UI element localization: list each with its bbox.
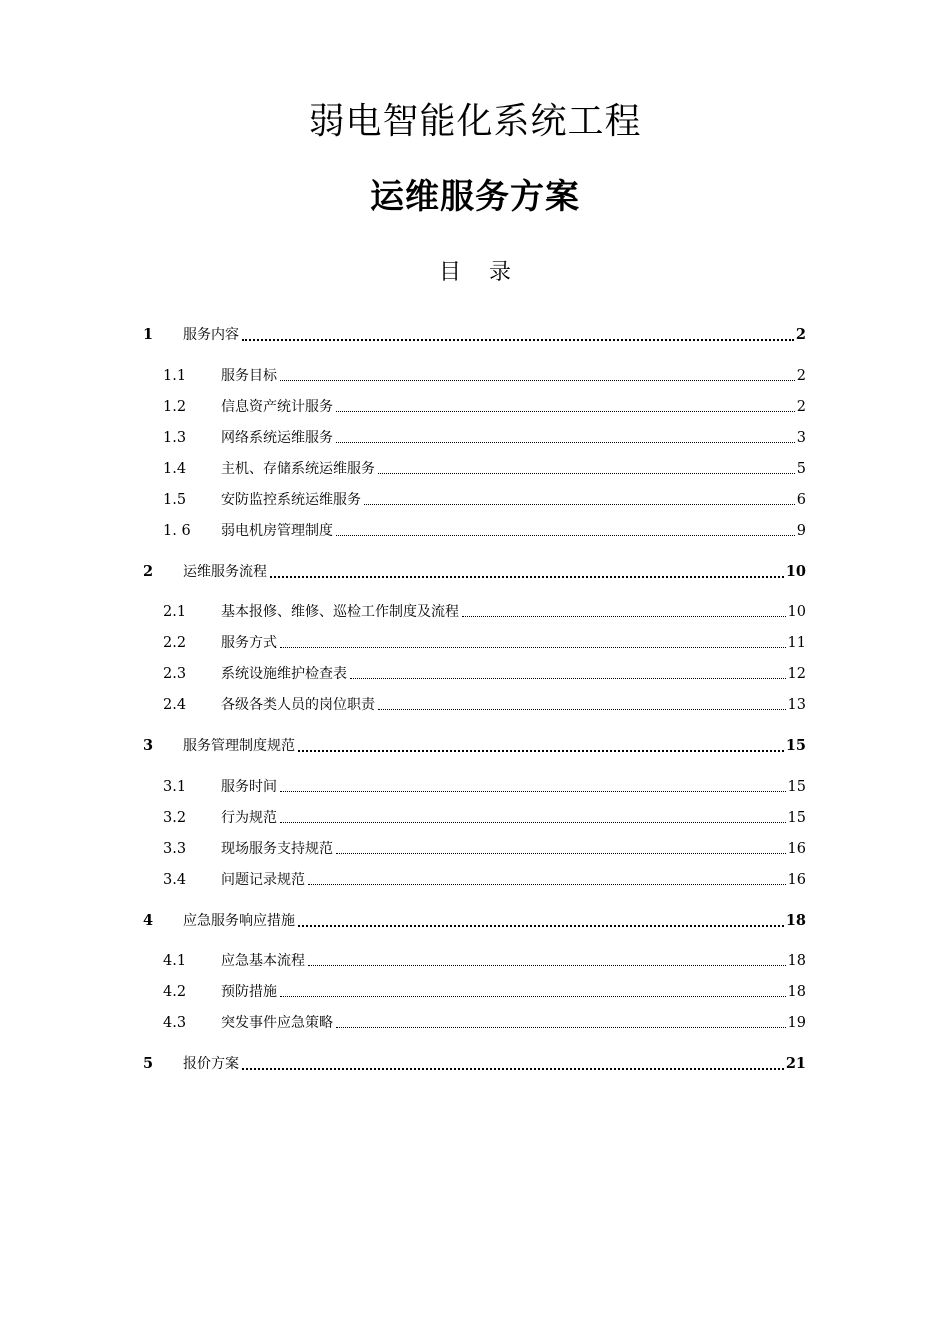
- toc-entry-page: 10: [785, 563, 806, 580]
- toc-entry-number: 2.3: [163, 666, 187, 682]
- toc-entry-page: 18: [787, 953, 806, 969]
- toc-entry[interactable]: [0, 735, 950, 757]
- toc-entry-number: 2.2: [163, 635, 187, 651]
- toc-entry[interactable]: [0, 776, 950, 798]
- toc-leader-dots: [308, 965, 786, 966]
- toc-entry-page: 15: [787, 779, 806, 795]
- toc-leader-dots: [336, 853, 786, 854]
- toc-leader-dots: [336, 442, 795, 443]
- toc-leader-dots: [242, 1068, 784, 1070]
- toc-entry-page: 19: [787, 1015, 806, 1031]
- toc-entry-page: 18: [785, 912, 806, 929]
- toc-entry-number: 4.1: [163, 953, 187, 969]
- toc-entry[interactable]: [0, 365, 950, 387]
- toc-entry-number: 1.4: [163, 461, 187, 477]
- toc-entry-number: 4.3: [163, 1015, 187, 1031]
- toc-entry-number: 4: [143, 912, 154, 929]
- toc-entry-title: 问题记录规范: [221, 872, 305, 888]
- toc-entry-title: 应急基本流程: [221, 953, 305, 969]
- toc-leader-dots: [280, 791, 786, 792]
- toc-entry-title: 弱电机房管理制度: [221, 523, 333, 539]
- toc-entry-title: 报价方案: [183, 1056, 239, 1072]
- toc-entry-title: 安防监控系统运维服务: [221, 492, 361, 508]
- toc-entry[interactable]: [0, 663, 950, 685]
- document-title: 弱电智能化系统工程: [308, 101, 642, 142]
- toc-entry-title: 服务方式: [221, 635, 277, 651]
- toc-entry-title: 信息资产统计服务: [221, 399, 333, 415]
- toc-entry-number: 2.1: [163, 604, 187, 620]
- toc-leader-dots: [280, 647, 786, 648]
- toc-leader-dots: [298, 750, 784, 752]
- toc-entry-page: 18: [787, 984, 806, 1000]
- toc-entry-number: 1. 6: [163, 523, 191, 539]
- toc-leader-dots: [364, 504, 795, 505]
- toc-heading: 目录: [438, 260, 539, 285]
- toc-entry-page: 11: [787, 635, 806, 651]
- toc-leader-dots: [308, 884, 786, 885]
- toc-leader-dots: [242, 339, 794, 341]
- toc-entry[interactable]: [0, 520, 950, 542]
- toc-entry-page: 21: [785, 1055, 806, 1072]
- toc-entry-number: 2: [143, 563, 154, 580]
- toc-entry[interactable]: [0, 981, 950, 1003]
- toc-entry[interactable]: [0, 632, 950, 654]
- toc-entry[interactable]: [0, 1053, 950, 1075]
- toc-entry-page: 15: [787, 810, 806, 826]
- toc-entry-number: 1.3: [163, 430, 187, 446]
- toc-leader-dots: [280, 380, 795, 381]
- toc-leader-dots: [280, 822, 786, 823]
- document-subtitle: 运维服务方案: [370, 177, 580, 217]
- toc-entry-number: 1.2: [163, 399, 187, 415]
- toc-entry-title: 服务目标: [221, 368, 277, 384]
- toc-entry-page: 2: [795, 326, 806, 343]
- toc-entry-number: 4.2: [163, 984, 187, 1000]
- toc-leader-dots: [280, 996, 786, 997]
- toc-entry-page: 10: [787, 604, 806, 620]
- toc-leader-dots: [378, 473, 795, 474]
- toc-entry-title: 服务管理制度规范: [183, 738, 295, 754]
- toc-entry-title: 系统设施维护检查表: [221, 666, 347, 682]
- toc-leader-dots: [336, 535, 795, 536]
- toc-entry[interactable]: [0, 458, 950, 480]
- toc-entry-title: 突发事件应急策略: [221, 1015, 333, 1031]
- toc-entry[interactable]: [0, 601, 950, 623]
- toc-entry-number: 3.1: [163, 779, 187, 795]
- toc-leader-dots: [336, 1027, 786, 1028]
- toc-entry-number: 3.3: [163, 841, 187, 857]
- toc-leader-dots: [462, 616, 786, 617]
- toc-entry[interactable]: [0, 561, 950, 583]
- toc-entry-title: 行为规范: [221, 810, 277, 826]
- toc-entry-page: 6: [796, 492, 806, 508]
- toc-entry-page: 16: [787, 872, 806, 888]
- toc-entry-page: 16: [787, 841, 806, 857]
- toc-entry-page: 5: [796, 461, 806, 477]
- toc-entry[interactable]: [0, 324, 950, 346]
- toc-entry-number: 2.4: [163, 697, 187, 713]
- toc-entry-number: 1: [143, 326, 154, 343]
- toc-leader-dots: [298, 925, 784, 927]
- toc-entry-title: 服务内容: [183, 327, 239, 343]
- toc-entry[interactable]: [0, 396, 950, 418]
- toc-leader-dots: [350, 678, 786, 679]
- toc-entry[interactable]: [0, 869, 950, 891]
- toc-entry-title: 网络系统运维服务: [221, 430, 333, 446]
- toc-entry-number: 3.4: [163, 872, 187, 888]
- toc-entry-title: 服务时间: [221, 779, 277, 795]
- toc-entry[interactable]: [0, 694, 950, 716]
- toc-entry[interactable]: [0, 807, 950, 829]
- toc-entry[interactable]: [0, 427, 950, 449]
- toc-entry-title: 主机、存储系统运维服务: [221, 461, 375, 477]
- toc-leader-dots: [270, 576, 784, 578]
- toc-entry-number: 3.2: [163, 810, 187, 826]
- toc-entry-page: 12: [787, 666, 806, 682]
- toc-entry-page: 9: [796, 523, 806, 539]
- toc-entry-title: 运维服务流程: [183, 564, 267, 580]
- toc-entry-number: 5: [143, 1055, 154, 1072]
- toc-entry-title: 各级各类人员的岗位职责: [221, 697, 375, 713]
- toc-entry[interactable]: [0, 1012, 950, 1034]
- toc-entry-title: 现场服务支持规范: [221, 841, 333, 857]
- toc-entry-title: 预防措施: [221, 984, 277, 1000]
- toc-entry-page: 2: [796, 368, 806, 384]
- toc-entry-title: 基本报修、维修、巡检工作制度及流程: [221, 604, 459, 620]
- toc-entry-page: 15: [785, 737, 806, 754]
- toc-entry[interactable]: [0, 838, 950, 860]
- toc-entry[interactable]: [0, 950, 950, 972]
- toc-leader-dots: [378, 709, 786, 710]
- toc-entry-number: 1.5: [163, 492, 187, 508]
- toc-entry-number: 1.1: [163, 368, 187, 384]
- toc-entry-page: 13: [787, 697, 806, 713]
- toc-entry[interactable]: [0, 910, 950, 932]
- toc-entry-page: 3: [796, 430, 806, 446]
- toc-leader-dots: [336, 411, 795, 412]
- toc-entry[interactable]: [0, 489, 950, 511]
- toc-entry-number: 3: [143, 737, 154, 754]
- toc-entry-page: 2: [796, 399, 806, 415]
- toc-entry-title: 应急服务响应措施: [183, 913, 295, 929]
